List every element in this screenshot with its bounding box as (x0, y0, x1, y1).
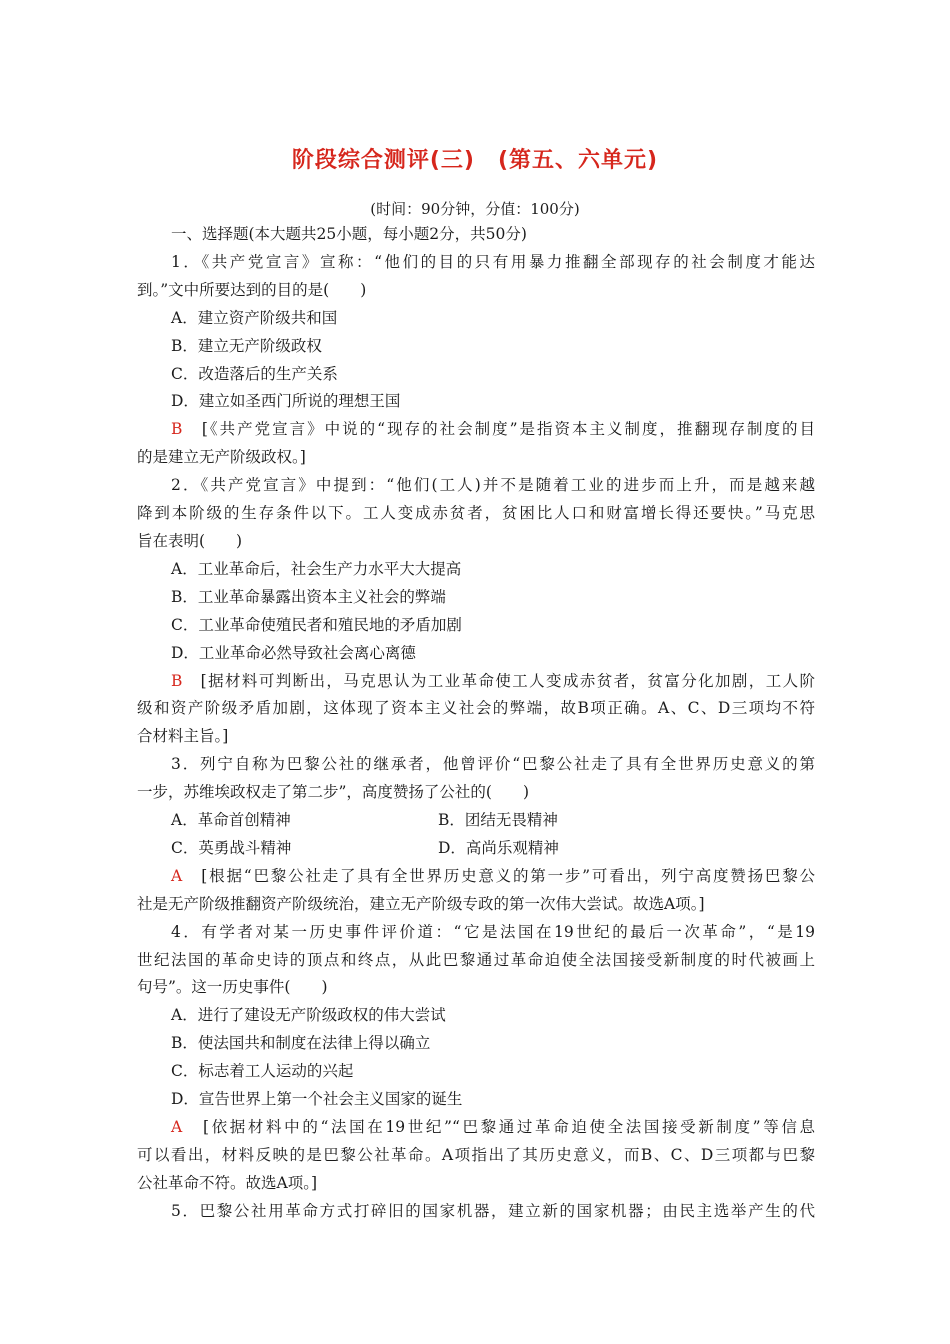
explanation-line: 公社革命不符。故选A项。] (137, 1173, 317, 1192)
explanation-line (137, 416, 815, 444)
explanation-line: 合材料主旨。] (137, 727, 229, 746)
question-stem-line: 2．《共产党宣言》中提到：“他们(工人)并不是随着工业的进步而上升，而是越来越 (171, 476, 815, 495)
options-row (137, 807, 815, 835)
answer-letter: A (171, 866, 183, 885)
option-c: C．工业革命使殖民者和殖民地的矛盾加剧 (171, 615, 462, 634)
question-stem-line: 到。”文中所要达到的目的是( ) (137, 280, 367, 299)
option-a: A．进行了建设无产阶级政权的伟大尝试 (171, 1006, 446, 1025)
question-stem-line: 降到本阶级的生存条件以下。工人变成赤贫者，贫困比人口和财富增长得还要快。”马克思 (137, 504, 815, 523)
explanation-text: [根据“巴黎公社走了具有全世界历史意义的第一步”可看出，列宁高度赞扬巴黎公 (182, 866, 815, 885)
option-b: B．使法国共和制度在法律上得以确立 (171, 1034, 431, 1053)
option-c: C．标志着工人运动的兴起 (171, 1062, 354, 1081)
explanation-line: 可以看出，材料反映的是巴黎公社革命。A项指出了其历史意义，而B、C、D三项都与巴黎 (137, 1145, 815, 1164)
option-b: B．团结无畏精神 (438, 811, 558, 830)
question-stem-line: 4．有学者对某一历史事件评价道：“它是法国在19世纪的最后一次革命”，“是19 (171, 922, 815, 941)
option-d: D．建立如圣西门所说的理想王国 (171, 392, 401, 411)
option-b: B．工业革命暴露出资本主义社会的弊端 (171, 587, 446, 606)
question-stem-line: 世纪法国的革命史诗的顶点和终点，从此巴黎通过革命迫使全法国接受新制度的时代被画上 (137, 950, 815, 969)
explanation-line (137, 1114, 815, 1142)
question-5 (137, 1198, 815, 1226)
question-stem-line: 3．列宁自称为巴黎公社的继承者，他曾评价“巴黎公社走了具有全世界历史意义的第 (171, 755, 815, 774)
explanation-text: [《共产党宣言》中说的“现存的社会制度”是指资本主义制度，推翻现存制度的目 (182, 420, 815, 439)
question-stem-line: 5．巴黎公社用革命方式打碎旧的国家机器，建立新的国家机器；由民主选举产生的代 (171, 1201, 815, 1220)
explanation-line: 级和资产阶级矛盾加剧，这体现了资本主义社会的弊端，故B项正确。A、C、D三项均不符 (137, 699, 815, 718)
question-stem-line: 一步，苏维埃政权走了第二步”，高度赞扬了公社的( ) (137, 783, 530, 802)
explanation-line (137, 668, 815, 696)
question-3 (137, 751, 815, 918)
option-d: D．宣告世界上第一个社会主义国家的诞生 (171, 1090, 463, 1109)
option-b: B．建立无产阶级政权 (171, 336, 322, 355)
question-4 (137, 919, 815, 1198)
document-body (137, 221, 815, 1226)
question-stem-line: 句号”。这一历史事件( ) (137, 978, 328, 997)
option-a: A．工业革命后，社会生产力水平大大提高 (171, 559, 462, 578)
section-header: 一、选择题(本大题共25小题，每小题2分，共50分) (171, 225, 527, 243)
explanation-text: [据材料可判断出，马克思认为工业革命使工人变成赤贫者，贫富分化加剧，工人阶 (182, 671, 815, 690)
explanation-line (137, 863, 815, 891)
answer-letter: B (171, 420, 183, 439)
question-stem-line: 旨在表明( ) (137, 531, 243, 550)
option-a: A．建立资产阶级共和国 (171, 308, 338, 327)
question-stem-line: 1．《共产党宣言》宣称：“他们的目的只有用暴力推翻全部现存的社会制度才能达 (171, 252, 815, 271)
question-1 (137, 249, 815, 472)
answer-letter: B (171, 671, 183, 690)
option-a: A．革命首创精神 (171, 811, 291, 830)
option-c: C．改造落后的生产关系 (171, 364, 338, 383)
option-c: C．英勇战斗精神 (171, 838, 292, 857)
exam-meta: (时间：90分钟，分值：100分) (370, 200, 580, 218)
question-2 (137, 472, 815, 751)
page-title: 阶段综合测评(三) (第五、六单元) (291, 148, 659, 173)
option-d: D．高尚乐观精神 (438, 838, 559, 857)
option-d: D．工业革命必然导致社会离心离德 (171, 643, 416, 662)
explanation-line: 的是建立无产阶级政权。] (137, 448, 306, 467)
explanation-text: [依据材料中的“法国在19世纪”“巴黎通过革命迫使全法国接受新制度”等信息 (182, 1118, 815, 1136)
options-row (137, 835, 815, 863)
answer-letter: A (171, 1118, 183, 1136)
explanation-line: 社是无产阶级推翻资产阶级统治，建立无产阶级专政的第一次伟大尝试。故选A项。] (137, 894, 705, 913)
